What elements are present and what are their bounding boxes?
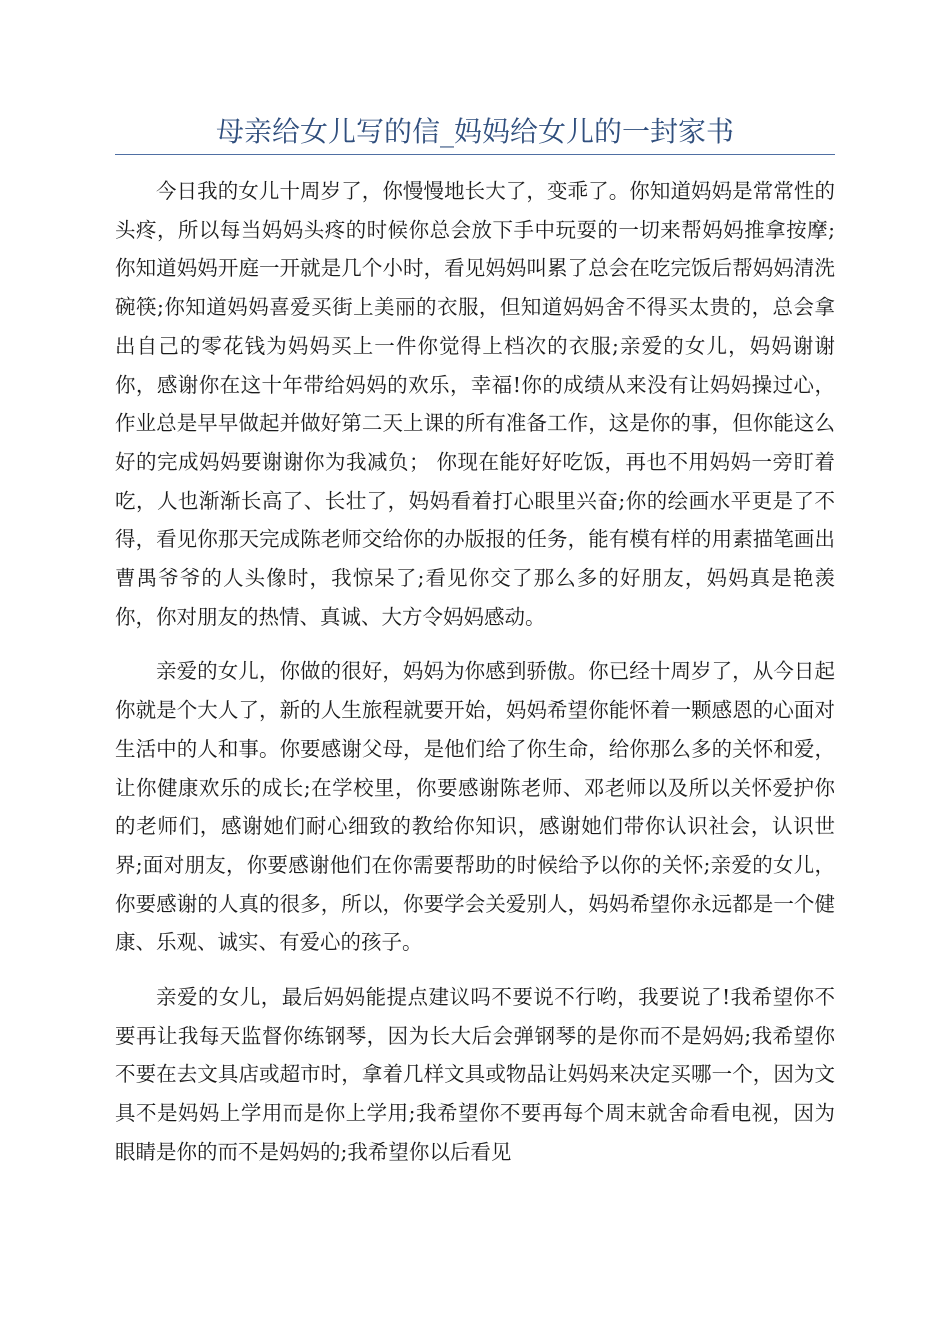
letter-body bbox=[115, 172, 835, 1188]
page-title: 母亲给女儿写的信_妈妈给女儿的一封家书 bbox=[215, 115, 734, 148]
paragraph-1: 今日我的女儿十周岁了，你慢慢地长大了，变乖了。你知道妈妈是常常性的头疼，所以每当妈妈头疼的时候你总会放下手中玩耍的一切来帮妈妈推拿按摩;你知道妈妈开庭一开就是几个小时，看见妈妈叫累了总会在吃完饭后帮妈妈清洗碗筷;你知道妈妈喜爱买街上美丽的衣服，但知道妈妈舍不得买太贵的，总会拿出自己的零花钱为妈妈买上一件你觉得上档次的衣服;亲爱的女儿，妈妈谢谢你，感谢你在这十年带给妈妈的欢乐，幸福!你的成绩从来没有让妈妈操过心，作业总是早早做起并做好第二天上课的所有准备工作，这是你的事，但你能这么好的完成妈妈要谢谢你为我减负； 你现在能好好吃饭，再也不用妈妈一旁盯着吃，人也渐渐长高了、长壮了，妈妈看着打心眼里兴奋;你的绘画水平更是了不得，看见你那天完成陈老师交给你的办版报的任务，能有模有样的用素描笔画出曹禺爷爷的人头像时，我惊呆了;看见你交了那么多的好朋友，妈妈真是艳羡你，你对朋友的热情、真诚、大方令妈妈感动。 bbox=[115, 179, 835, 629]
paragraph-3: 亲爱的女儿，最后妈妈能提点建议吗不要说不行哟，我要说了!我希望你不要再让我每天监督你练钢琴，因为长大后会弹钢琴的是你而不是妈妈;我希望你不要在去文具店或超市时，拿着几样文具或物品让妈妈来决定买哪一个，因为文具不是妈妈上学用而是你上学用;我希望你不要再每个周末就舍命看电视，因为眼睛是你的而不是妈妈的;我希望你以后看见 bbox=[115, 985, 835, 1164]
paragraph-2: 亲爱的女儿，你做的很好，妈妈为你感到骄傲。你已经十周岁了，从今日起你就是个大人了，新的人生旅程就要开始，妈妈希望你能怀着一颗感恩的心面对生活中的人和事。你要感谢父母，是他们给了你生命，给你那么多的关怀和爱，让你健康欢乐的成长;在学校里，你要感谢陈老师、邓老师以及所以关怀爱护你的老师们，感谢她们耐心细致的教给你知识，感谢她们带你认识社会，认识世界;面对朋友，你要感谢他们在你需要帮助的时候给予以你的关怀;亲爱的女儿，你要感谢的人真的很多，所以，你要学会关爱别人，妈妈希望你永远都是一个健康、乐观、诚实、有爱心的孩子。 bbox=[115, 659, 835, 955]
title-underline bbox=[115, 154, 835, 155]
